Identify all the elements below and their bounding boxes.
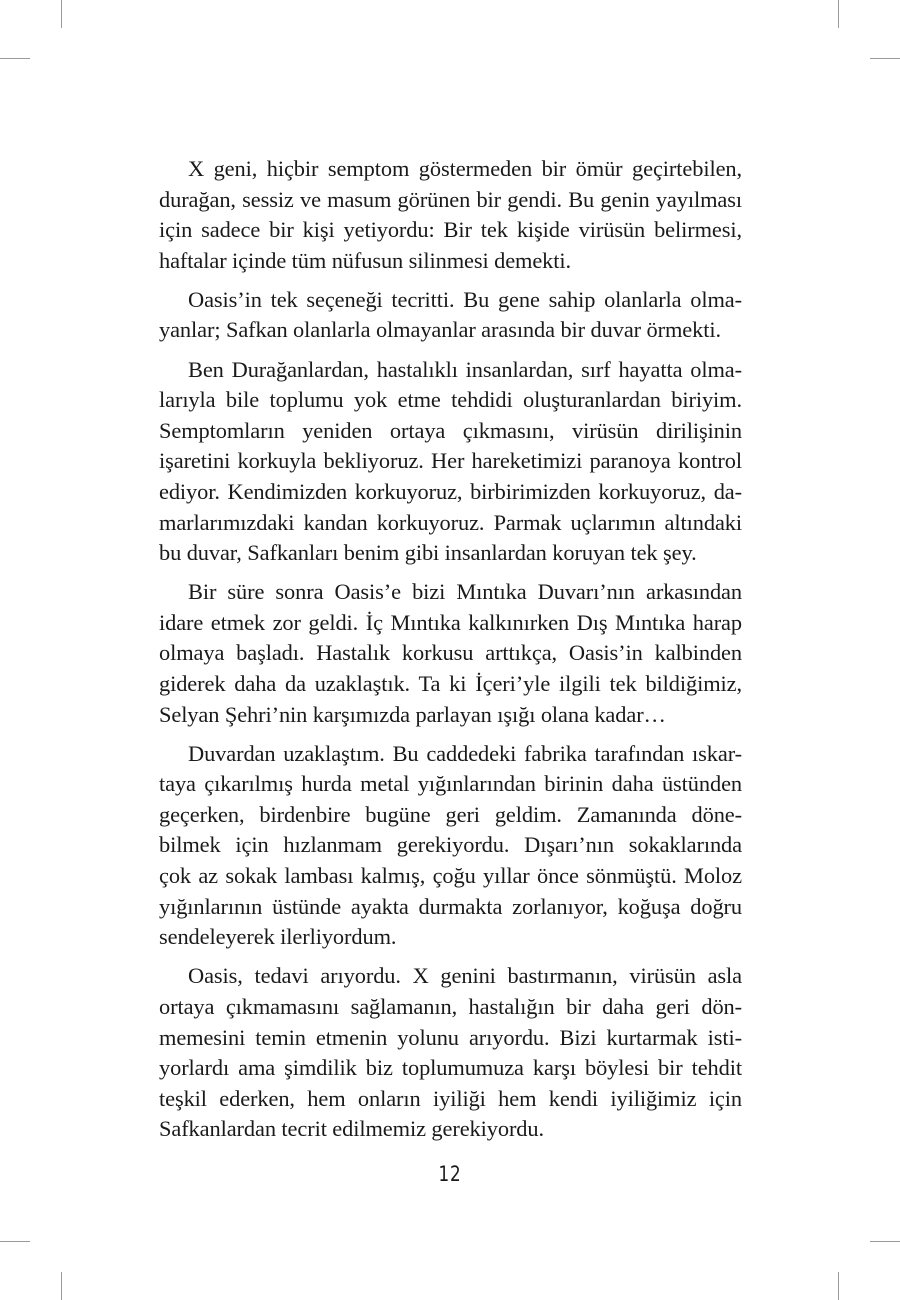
text-line: yorlardı ama şimdilik biz toplumumuza karşı böylesi bir tehdit xyxy=(159,1055,742,1081)
text-line: Safkanlardan tecrit edilmemiz gerekiyordu. xyxy=(159,1116,544,1142)
paragraph xyxy=(159,961,742,1145)
paragraph xyxy=(159,285,742,346)
text-line: ortaya çıkmamasını sağlamanın, hastalığın bir daha geri dön- xyxy=(159,993,742,1019)
text-line: Selyan Şehri’nin karşımızda parlayan ışığı olana kadar… xyxy=(159,701,666,727)
text-line: çok az sokak lambası kalmış, çoğu yıllar önce sönmüştü. Moloz xyxy=(159,863,742,889)
paragraph xyxy=(159,577,742,730)
body-text xyxy=(159,154,742,1153)
paragraph xyxy=(159,355,742,569)
paragraph xyxy=(159,739,742,953)
text-line: larıyla bile toplumu yok etme tehdidi oluşturanlardan biriyim. xyxy=(159,387,742,413)
text-line: idare etmek zor geldi. İç Mıntıka kalkınırken Dış Mıntıka harap xyxy=(159,609,742,635)
page-number: 12 xyxy=(438,1162,462,1186)
text-line: bilmek için hızlanmam gerekiyordu. Dışarı’nın sokaklarında xyxy=(159,832,742,858)
crop-mark-bottom-right-vertical xyxy=(838,1272,839,1300)
text-line: taya çıkarılmış hurda metal yığınlarından birinin daha üstünden xyxy=(159,771,742,797)
text-line: marlarımızdaki kandan korkuyoruz. Parmak uçlarımın altındaki xyxy=(159,509,742,535)
text-line: yanlar; Safkan olanlarla olmayanlar arasında bir duvar örmekti. xyxy=(159,317,721,343)
crop-mark-top-left-vertical xyxy=(61,0,62,28)
text-line: Oasis’in tek seçeneği tecritti. Bu gene sahip olanlarla olma- xyxy=(188,286,742,312)
crop-mark-top-right-vertical xyxy=(838,0,839,28)
crop-mark-top-left-horizontal xyxy=(0,58,30,59)
crop-mark-bottom-left-horizontal xyxy=(0,1241,30,1242)
paragraph xyxy=(159,154,742,276)
text-line: durağan, sessiz ve masum görünen bir gendi. Bu genin yayılması xyxy=(159,186,742,212)
text-line: teşkil ederken, hem onların iyiliği hem kendi iyiliğimiz için xyxy=(159,1085,742,1111)
text-line: Bir süre sonra Oasis’e bizi Mıntıka Duvarı’nın arkasından xyxy=(188,579,742,605)
text-line: olmaya başladı. Hastalık korkusu arttıkça, Oasis’in kalbinden xyxy=(159,640,742,666)
text-line: bu duvar, Safkanları benim gibi insanlardan koruyan tek şey. xyxy=(159,540,697,566)
crop-mark-bottom-left-vertical xyxy=(61,1272,62,1300)
text-line: X geni, hiçbir semptom göstermeden bir ömür geçirtebilen, xyxy=(188,156,742,181)
crop-mark-top-right-horizontal xyxy=(870,58,900,59)
text-line: Ben Durağanlardan, hastalıklı insanlardan, sırf hayatta olma- xyxy=(188,356,742,382)
text-line: giderek daha da uzaklaştık. Ta ki İçeri’yle ilgili tek bildiğimiz, xyxy=(159,671,742,696)
text-line: Oasis, tedavi arıyordu. X genini bastırmanın, virüsün asla xyxy=(188,963,742,989)
text-line: ediyor. Kendimizden korkuyoruz, birbirimizden korkuyoruz, da- xyxy=(159,478,742,504)
text-line: için sadece bir kişi yetiyordu: Bir tek kişide virüsün belirmesi, xyxy=(159,217,742,243)
text-line: memesini temin etmenin yolunu arıyordu. Bizi kurtarmak isti- xyxy=(159,1024,742,1050)
text-line: haftalar içinde tüm nüfusun silinmesi demekti. xyxy=(159,247,572,273)
text-line: sendeleyerek ilerliyordum. xyxy=(159,924,397,950)
text-line: işaretini korkuyla bekliyoruz. Her hareketimizi paranoya kontrol xyxy=(159,448,742,474)
crop-mark-bottom-right-horizontal xyxy=(870,1241,900,1242)
text-line: Duvardan uzaklaştım. Bu caddedeki fabrika tarafından ıskar- xyxy=(188,740,742,766)
text-line: yığınlarının üstünde ayakta durmakta zorlanıyor, koğuşa doğru xyxy=(159,893,742,919)
text-line: Semptomların yeniden ortaya çıkmasını, virüsün dirilişinin xyxy=(159,417,742,443)
text-line: geçerken, birdenbire bugüne geri geldim. Zamanında döne- xyxy=(159,801,742,827)
